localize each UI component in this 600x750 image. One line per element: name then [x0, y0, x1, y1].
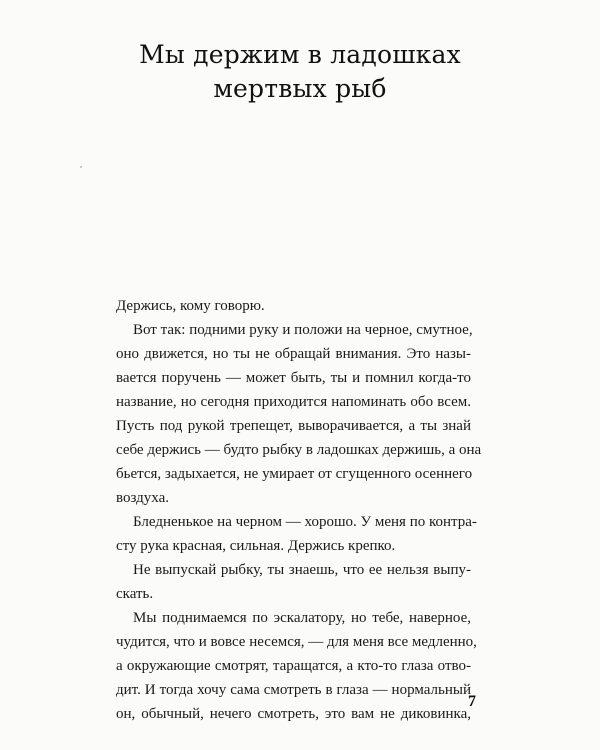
text-line: Держись, кому говорю. — [116, 298, 265, 314]
text-line: скать. — [116, 586, 154, 602]
text-line: вается поручень — может быть, ты и помнил когда-то — [116, 370, 471, 386]
text-line: Вот так: подними руку и положи на черное, смутное, — [133, 322, 473, 338]
text-line: дит. И тогда хочу сама смотреть в глаза — нормальный — [116, 682, 471, 698]
text-line: он, обычный, нечего смотреть, это вам не диковинка, — [116, 706, 471, 722]
chapter-title-line-1: Мы держим в ладошках — [139, 40, 461, 69]
chapter-title — [0, 38, 600, 106]
body-text — [116, 294, 482, 726]
page-number: 7 — [468, 693, 476, 710]
text-line: чудится, что и вовсе несемся, — для меня все медленно, — [116, 634, 477, 650]
text-line: Пусть под рукой трепещет, выворачивается, а ты знай — [116, 418, 471, 434]
text-line: Мы поднимаемся по эскалатору, но тебе, наверное, — [133, 610, 471, 626]
text-line: бьется, задыхается, не умирает от сгущенного осеннего — [116, 466, 473, 482]
text-line: сту рука красная, сильная. Держись крепко. — [116, 538, 396, 554]
text-line: а окружающие смотрят, таращатся, а кто-то глаза отво- — [116, 658, 471, 674]
text-line: воздуха. — [116, 490, 169, 506]
text-line: Бледненькое на черном — хорошо. У меня по контра- — [133, 514, 477, 530]
text-line: название, но сегодня приходится напоминать обо всем. — [116, 394, 471, 410]
chapter-title-line-2: мертвых рыб — [213, 74, 387, 103]
text-line: Не выпускай рыбку, ты знаешь, что ее нельзя выпу- — [133, 562, 471, 578]
text-line: оно движется, но ты не обращай внимания. Это назы- — [116, 346, 471, 362]
text-line: себе держись — будто рыбку в ладошках держишь, а она — [116, 442, 482, 458]
scan-speck — [80, 166, 82, 168]
